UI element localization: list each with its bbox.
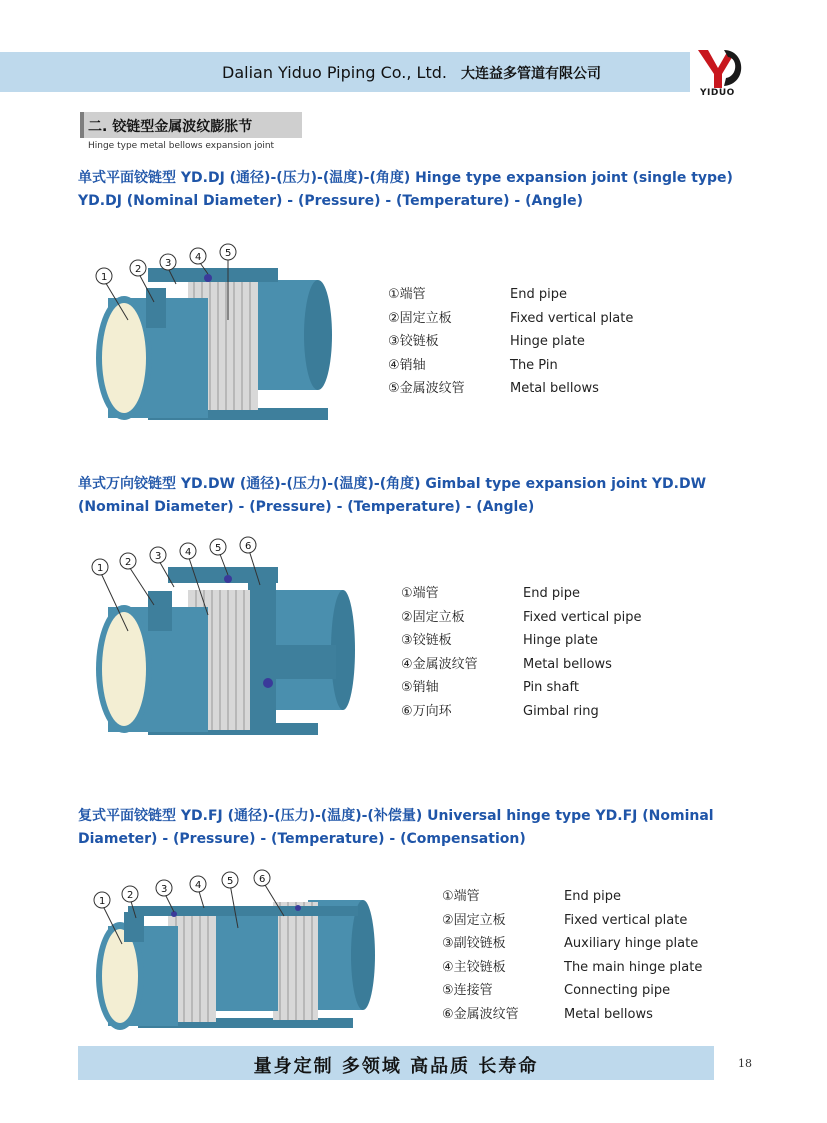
diagram-left-pipe-opening (102, 303, 146, 413)
callout-label: 4 (195, 880, 202, 891)
diagram-gimbal-bracket (276, 645, 336, 679)
diagram-left-pipe-opening (102, 929, 138, 1023)
callout-label: 5 (215, 543, 222, 554)
diagram-left-pipe-opening (102, 612, 146, 726)
legend-item: ⑤连接管 Connecting pipe (442, 983, 671, 998)
product-heading-fj: 复式平面铰链型 YD.FJ (通径)-(压力)-(温度)-(补偿量) Universal hinge type YD.FJ (Nominal Diameter) - (Pressure) - (Temperature) - (Compensation) (78, 808, 714, 847)
callout-label: 4 (195, 252, 202, 263)
diagram-bellows-right (273, 902, 318, 1020)
diagram-gimbal (88, 535, 358, 755)
diagram-right-pipe-end (351, 900, 375, 1010)
footer-slogan: 量身定制 多领域 高品质 长寿命 (253, 1056, 539, 1077)
legend-item: ②固定立板 Fixed vertical plate (442, 912, 688, 928)
callout-label: 4 (185, 547, 192, 558)
callout-label: 2 (125, 557, 132, 568)
diagram-fixed-plate (148, 591, 172, 631)
parts-legend-dj (388, 283, 633, 401)
diagram-pin-top (224, 575, 232, 583)
legend-item: ④金属波纹管 Metal bellows (401, 656, 612, 672)
diagram-connecting-pipe (213, 916, 278, 1011)
company-name-en: Dalian Yiduo Piping Co., Ltd. (222, 63, 447, 82)
diagram-hinge-single (88, 240, 358, 440)
callout-label: 3 (155, 551, 162, 562)
diagram-main-hinge-plate (128, 906, 358, 916)
company-name-cn: 大连益多管道有限公司 (460, 66, 601, 82)
callout-label: 6 (259, 874, 266, 885)
diagram-hinge-plate (168, 567, 278, 583)
page-number: 18 (738, 1057, 752, 1070)
callout-label: 5 (227, 876, 234, 887)
callout-label: 1 (97, 563, 104, 574)
diagram-right-pipe-end (304, 280, 332, 390)
legend-item: ③副铰链板 Auxiliary hinge plate (442, 936, 699, 951)
callout-label: 1 (101, 272, 108, 283)
diagram-universal-hinge (88, 868, 388, 1038)
callout-label: 3 (165, 258, 172, 269)
legend-item: ⑤金属波纹管 Metal bellows (388, 381, 599, 396)
callout-label: 1 (99, 896, 106, 907)
diagram-fixed-plate (124, 912, 144, 942)
legend-item: ①端管 End pipe (442, 889, 621, 904)
diagram-gimbal-ring (248, 575, 276, 735)
diagram-fixed-plate (146, 288, 166, 328)
parts-legend-dw (401, 582, 642, 723)
logo-wordmark: YIDUO (700, 88, 735, 98)
section-subtitle: Hinge type metal bellows expansion joint (88, 141, 275, 151)
legend-item: ⑥金属波纹管 Metal bellows (442, 1006, 653, 1022)
legend-item: ①端管 End pipe (388, 287, 567, 302)
diagram-pin (295, 905, 301, 911)
diagram-pin (204, 274, 212, 282)
company-name (222, 63, 601, 83)
legend-item: ②固定立板 Fixed vertical pipe (401, 609, 642, 625)
parts-legend-fj (442, 885, 702, 1026)
legend-item: ①端管 End pipe (401, 586, 580, 601)
callout-label: 6 (245, 541, 252, 552)
legend-item: ⑥万向环 Gimbal ring (401, 703, 599, 719)
product-heading-dj: 单式平面铰链型 YD.DJ (通径)-(压力)-(温度)-(角度) Hinge type expansion joint (single type) YD.DJ (Nominal Diameter) - (Pressure) - (Temperature) - (Angle) (78, 170, 733, 209)
legend-item: ③铰链板 Hinge plate (388, 334, 585, 349)
legend-item: ④销轴 The Pin (388, 357, 558, 373)
callout-label: 3 (161, 884, 168, 895)
legend-item: ②固定立板 Fixed vertical plate (388, 310, 634, 326)
diagram-pin (263, 678, 273, 688)
product-heading-dw: 单式万向铰链型 YD.DW (通径)-(压力)-(温度)-(角度) Gimbal type expansion joint YD.DW (Nominal Diameter) - (Pressure) - (Temperature) - (Angle) (78, 476, 707, 515)
callout-label: 5 (225, 248, 232, 259)
section-title: 二. 铰链型金属波纹膨胀节 (88, 119, 253, 135)
legend-item: ⑤销轴 Pin shaft (401, 680, 579, 695)
legend-item: ③铰链板 Hinge plate (401, 633, 598, 648)
callout-label: 2 (127, 890, 134, 901)
callout-label: 2 (135, 264, 142, 275)
legend-item: ④主铰链板 The main hinge plate (442, 959, 703, 975)
